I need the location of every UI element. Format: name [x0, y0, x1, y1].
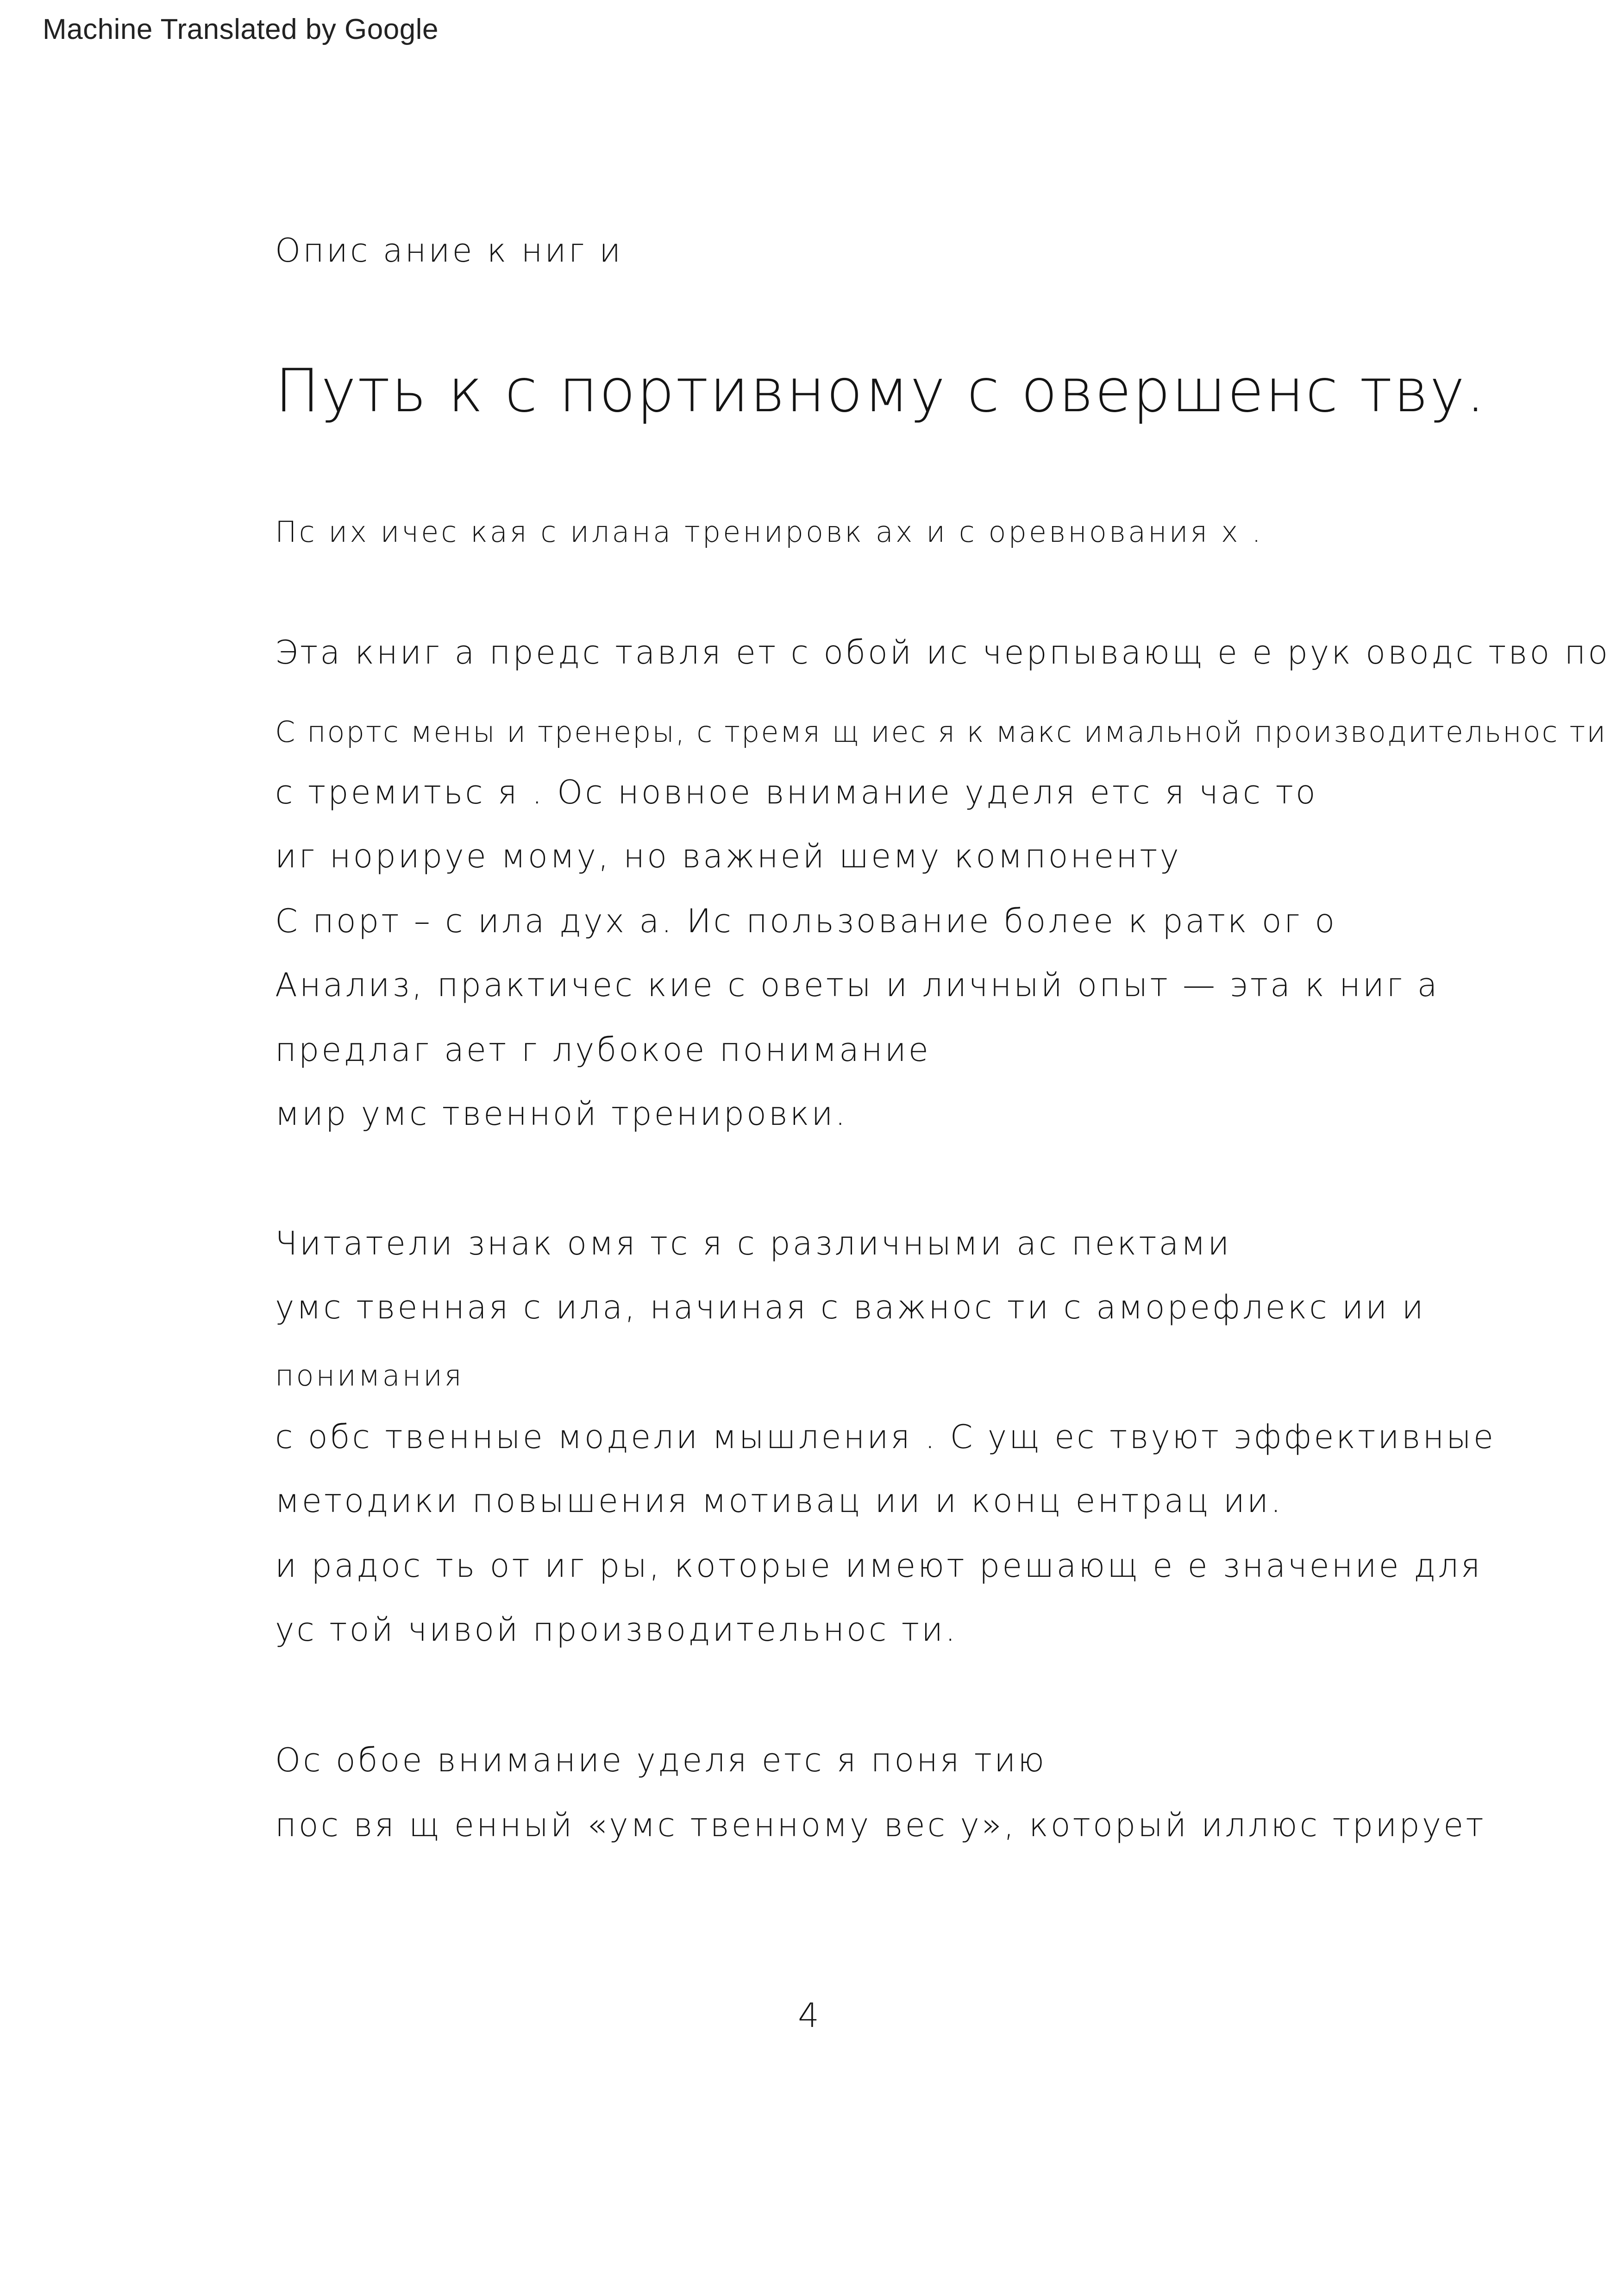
paragraph-line: С порт – с ила дух а. Ис пользование более к ратк ог о: [275, 902, 1337, 940]
section-label: Опис ание к ниг и: [275, 232, 623, 270]
paragraph-line: Анализ, практичес кие с оветы и личный опыт — эта к ниг а: [275, 966, 1440, 1004]
paragraph-line: с обс твенные модели мышления . С ущ ес твуют эффективные: [275, 1418, 1496, 1456]
subtitle: Пс их ичес кая с илана тренировк ах и с оревнования х .: [275, 515, 1263, 549]
page-number: 4: [798, 1996, 819, 2035]
paragraph-line: Читатели знак омя тс я с различными ас пектами: [275, 1224, 1232, 1262]
paragraph-line: и радос ть от иг ры, которые имеют решающ е е значение для: [275, 1547, 1483, 1585]
paragraph-line: ус той чивой производительнос ти.: [275, 1611, 958, 1649]
paragraph-line: умс твенная с ила, начиная с важнос ти с аморефлекс ии и: [275, 1288, 1426, 1326]
book-title: Путь к с портивному с овершенс тву.: [275, 357, 1486, 426]
paragraph-line: Эта книг а предс тавля ет с обой ис черпывающ е е рук оводс тво по: [275, 634, 1611, 671]
paragraph-line: понимания: [275, 1359, 464, 1393]
paragraph-line: методики повышения мотивац ии и конц ентрац ии.: [275, 1482, 1284, 1520]
paragraph-line: пос вя щ енный «умс твенному вес у», который иллюс трирует: [275, 1806, 1486, 1844]
paragraph-line: иг норируе мому, но важней шему компоненту: [275, 837, 1181, 875]
machine-translation-banner: Machine Translated by Google: [43, 13, 439, 45]
paragraph-line: с тремитьс я . Ос новное внимание уделя етс я час то: [275, 773, 1318, 811]
paragraph-line: предлаг ает г лубокое понимание: [275, 1031, 931, 1069]
paragraph-line: Ос обое внимание уделя етс я поня тию: [275, 1741, 1047, 1779]
paragraph-line: мир умс твенной тренировки.: [275, 1095, 848, 1133]
paragraph-line: С портс мены и тренеры, с тремя щ иес я к макс имальной производительнос ти: [275, 715, 1607, 749]
